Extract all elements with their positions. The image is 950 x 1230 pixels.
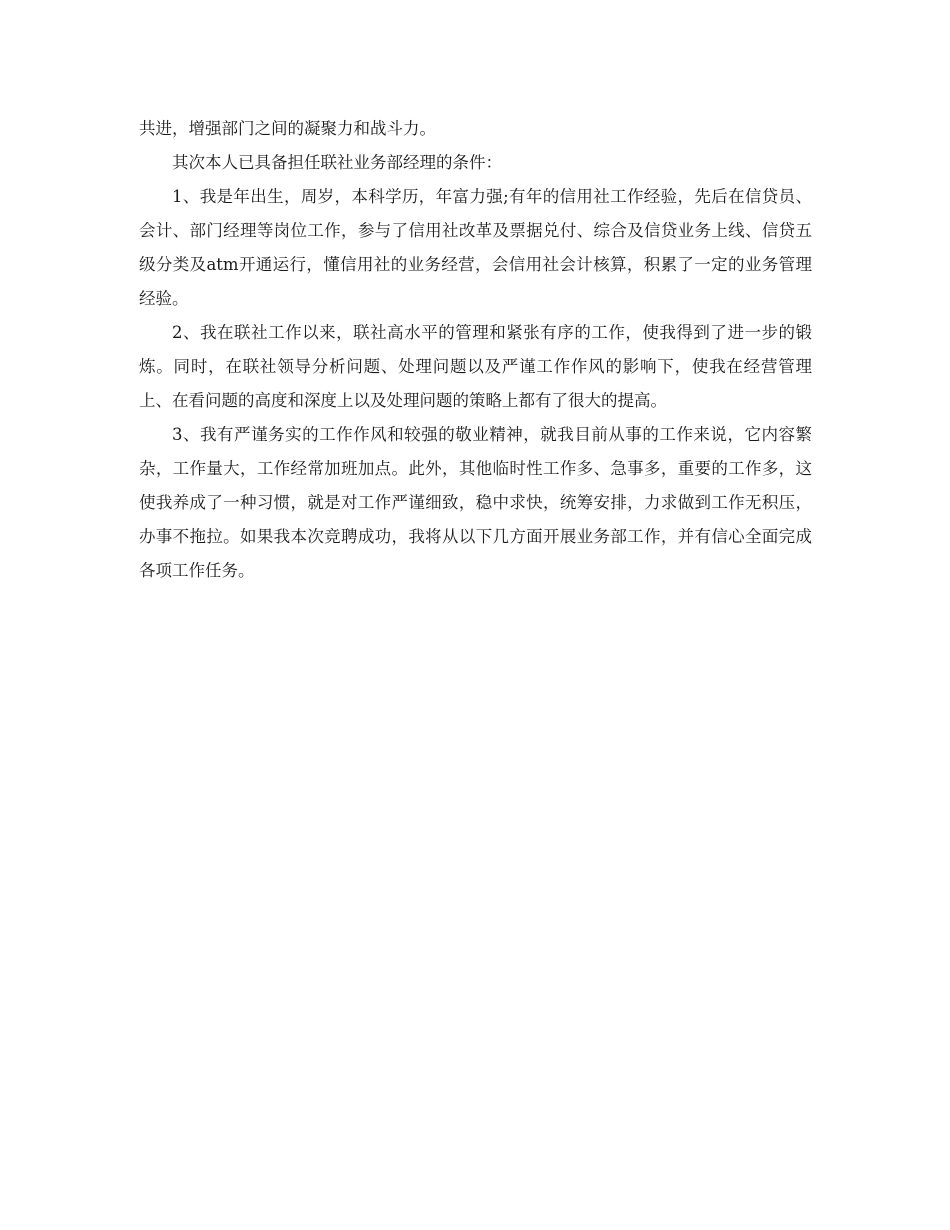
document-body	[139, 112, 812, 588]
paragraph-item-1: 1、我是年出生，周岁，本科学历，年富力强;有年的信用社工作经验，先后在信贷员、会计、部门经理等岗位工作，参与了信用社改革及票据兑付、综合及信贷业务上线、信贷五级分类及atm开通运行，懂信用社的业务经营，会信用社会计核算，积累了一定的业务管理经验。	[139, 187, 812, 308]
paragraph-item-2: 2、我在联社工作以来，联社高水平的管理和紧张有序的工作，使我得到了进一步的锻炼。同时，在联社领导分析问题、处理问题以及严谨工作作风的影响下，使我在经营管理上、在看问题的高度和深度上以及处理问题的策略上都有了很大的提高。	[139, 323, 812, 410]
paragraph-conditions-intro: 其次本人已具备担任联社业务部经理的条件：	[172, 153, 502, 172]
paragraph-item-3: 3、我有严谨务实的工作作风和较强的敬业精神，就我目前从事的工作来说，它内容繁杂，工作量大，工作经常加班加点。此外，其他临时性工作多、急事多，重要的工作多，这使我养成了一种习惯，就是对工作严谨细致，稳中求快，统筹安排，力求做到工作无积压，办事不拖拉。如果我本次竞聘成功，我将从以下几方面开展业务部工作，并有信心全面完成各项工作任务。	[139, 425, 812, 580]
paragraph-continuation: 共进，增强部门之间的凝聚力和战斗力。	[139, 119, 436, 138]
